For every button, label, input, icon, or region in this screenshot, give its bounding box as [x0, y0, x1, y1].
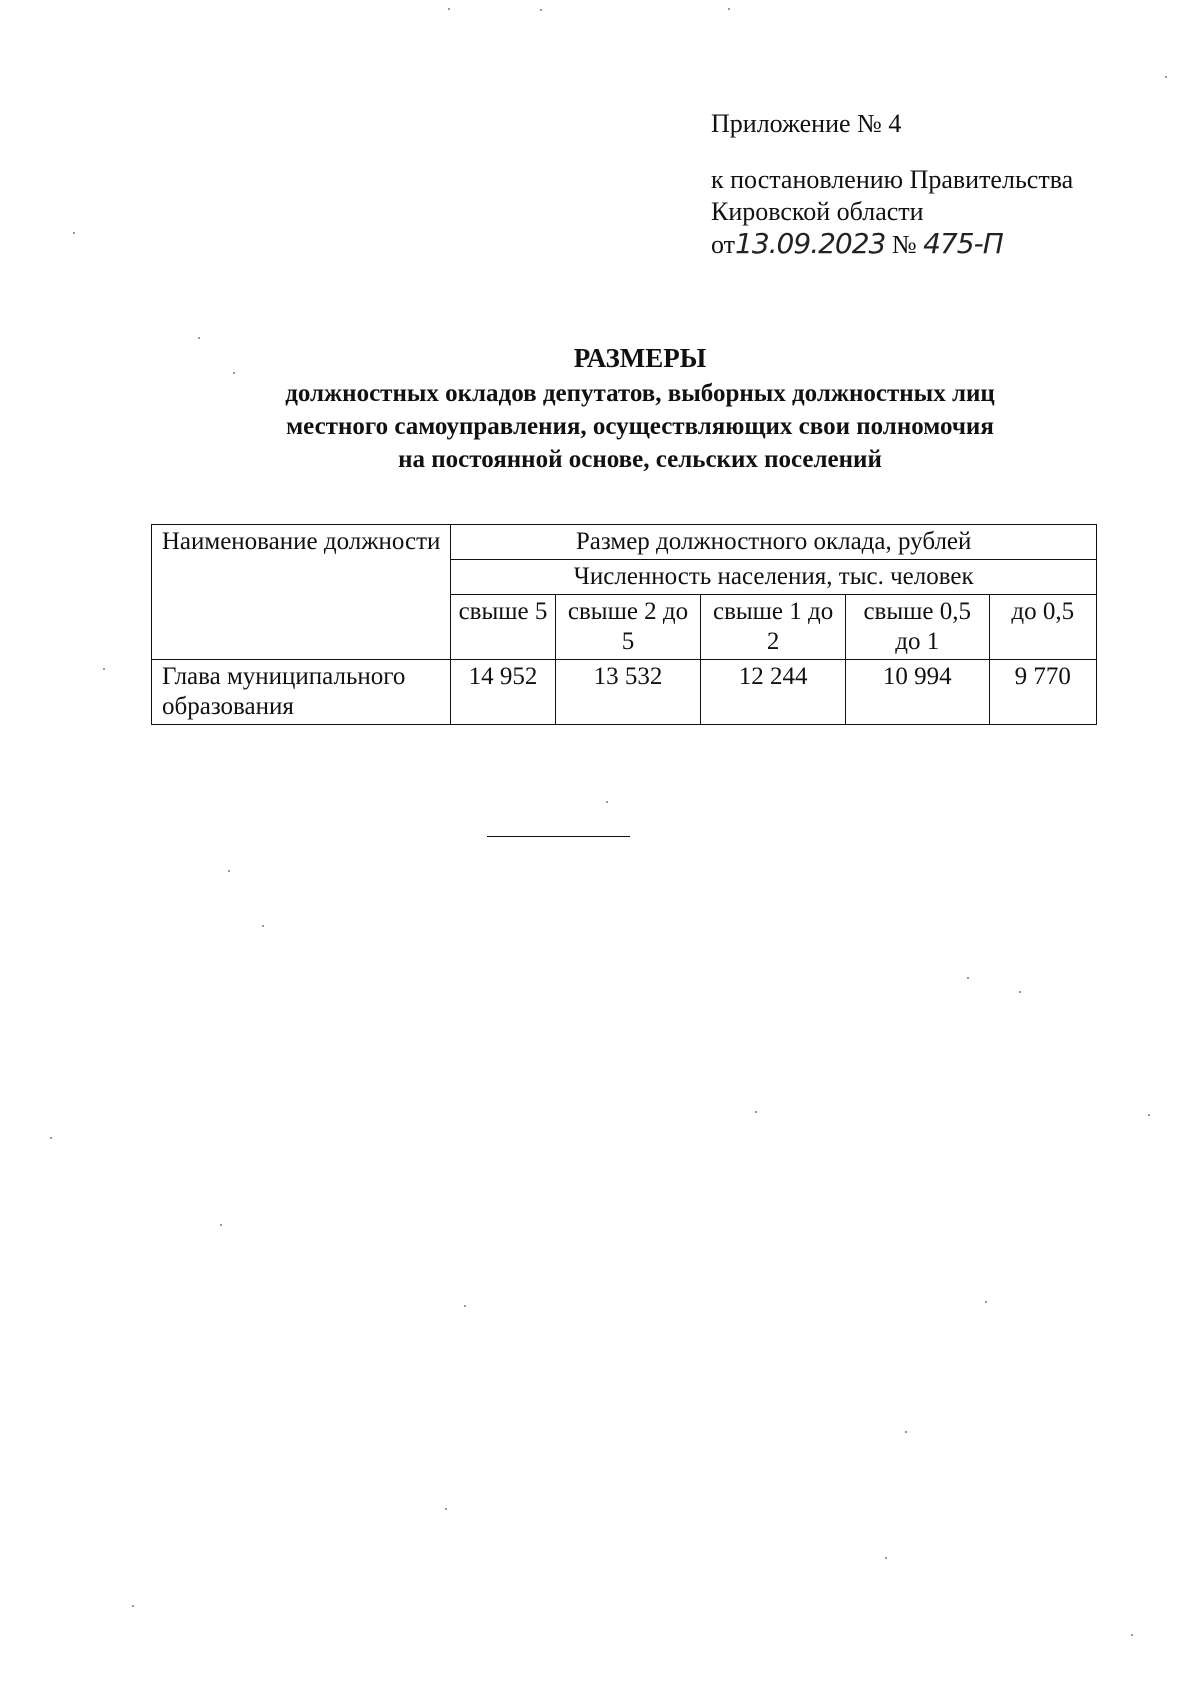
header-population-group: свыше 5 — [451, 595, 555, 660]
date-prefix: от — [711, 230, 736, 259]
header-population-group: свыше 1 до 2 — [701, 595, 846, 660]
title-line-3: на постоянной основе, сельских поселений — [398, 446, 882, 473]
handwritten-date: 13.09.2023 — [735, 227, 886, 260]
decree-line-1: к постановлению Правительства — [711, 165, 1074, 194]
header-population: Численность населения, тыс. человек — [451, 560, 1097, 595]
appendix-number: Приложение № 4 — [711, 109, 902, 138]
table-header-row — [152, 525, 1097, 560]
decree-date-number-line — [711, 228, 1073, 261]
document-title — [200, 342, 1080, 476]
header-population-group: до 0,5 — [989, 595, 1096, 660]
salary-value-cell: 14 952 — [451, 660, 555, 725]
salary-value-cell: 13 532 — [555, 660, 701, 725]
header-position-name: Наименование должности — [152, 525, 451, 660]
end-divider-line — [487, 836, 630, 837]
title-main: РАЗМЕРЫ — [573, 343, 707, 373]
table-row — [152, 660, 1097, 725]
header-population-group: свыше 0,5 до 1 — [845, 595, 989, 660]
decree-line-2: Кировской области — [711, 197, 924, 226]
header-population-group: свыше 2 до 5 — [555, 595, 701, 660]
header-salary: Размер должностного оклада, рублей — [451, 525, 1097, 560]
handwritten-number: 475-П — [923, 227, 1003, 260]
salary-value-cell: 12 244 — [701, 660, 846, 725]
number-sign: № — [891, 230, 917, 259]
position-name-cell: Глава муниципального образования — [152, 660, 451, 725]
salary-value-cell: 10 994 — [845, 660, 989, 725]
salary-value-cell: 9 770 — [989, 660, 1096, 725]
title-line-2: местного самоуправления, осуществляющих свои полномочия — [286, 413, 994, 440]
salary-table — [151, 524, 1097, 725]
title-line-1: должностных окладов депутатов, выборных должностных лиц — [285, 380, 995, 407]
appendix-block — [711, 108, 1073, 261]
